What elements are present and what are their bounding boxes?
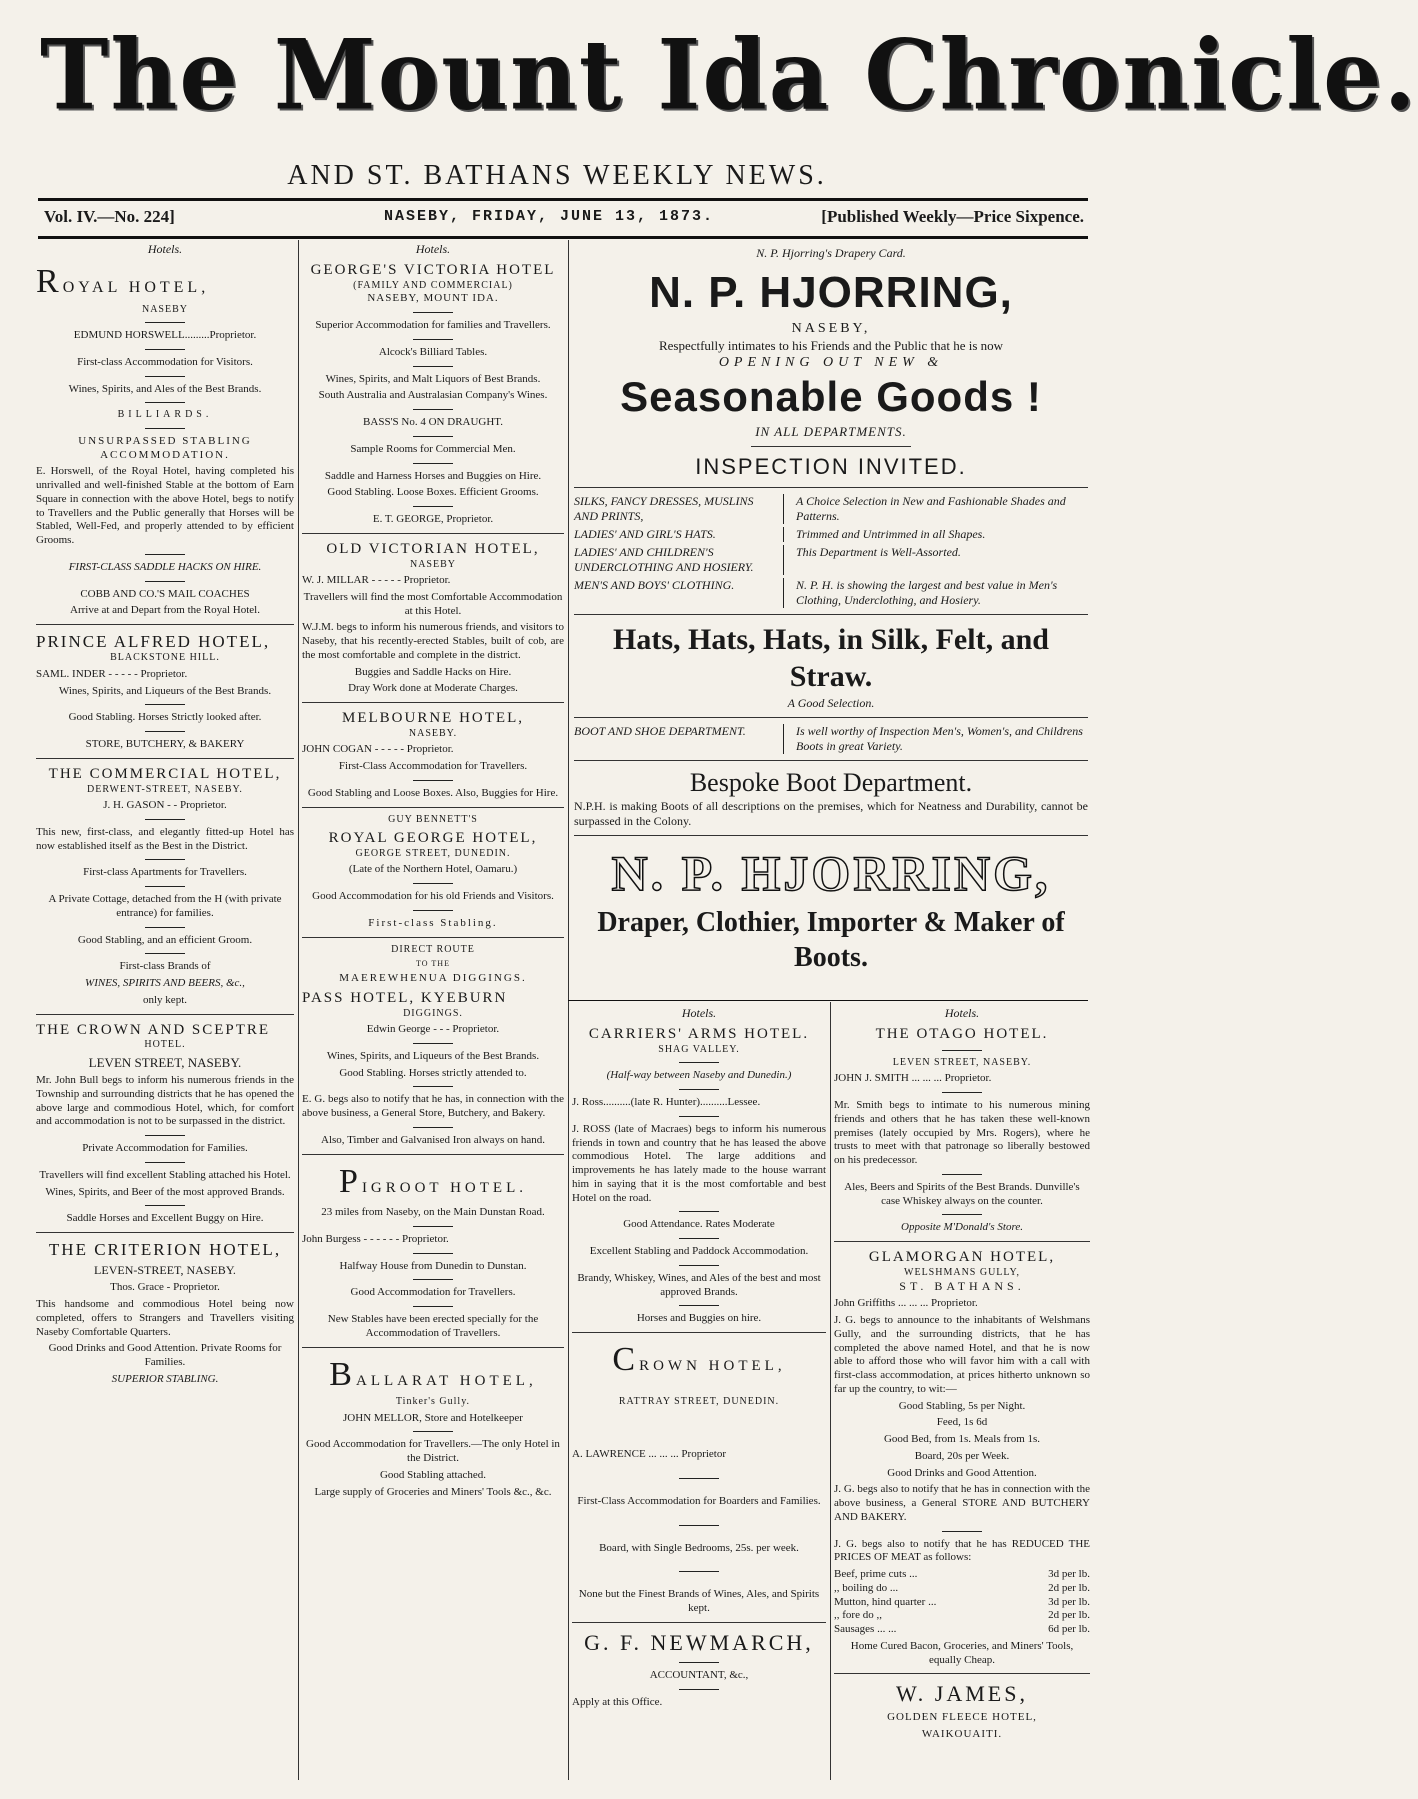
ad-line: Good Stabling attached. xyxy=(379,1468,486,1481)
ad-line: Board, with Single Bedrooms, 25s. per week. xyxy=(599,1541,799,1554)
price-value: 3d per lb. xyxy=(1048,1568,1090,1580)
hotel-name: THE OTAGO HOTEL. xyxy=(875,1026,1049,1042)
ad-line: WAIKOUAITI. xyxy=(921,1727,1003,1740)
ad-line: Superior Accommodation for families and Travellers. xyxy=(315,319,551,331)
ad-line: 23 miles from Naseby, on the Main Dunstan Road. xyxy=(321,1206,545,1218)
proprietor: Thos. Grace - Proprietor. xyxy=(110,1281,220,1294)
section-header: Hotels. xyxy=(147,242,183,256)
ad-line: First-class Stabling. xyxy=(368,916,498,929)
hotel-place: DIGGINGS. xyxy=(403,1007,463,1019)
ad-line: Private Accommodation for Families. xyxy=(82,1142,248,1154)
ad-body: N.P.H. is making Boots of all descriptions on the premises, which for Neatness and Durability, cannot be surpassed in the Colony. xyxy=(574,799,1088,828)
ad-old-victorian-hotel xyxy=(302,540,564,696)
ad-line: Good Attendance. Rates Moderate xyxy=(623,1218,775,1231)
ad-line: Wines, Spirits, and Beer of the most approved Brands. xyxy=(45,1185,285,1198)
ad-line: First-class Accommodation for Visitors. xyxy=(77,355,253,368)
department-desc: A Choice Selection in New and Fashionable Shades and Patterns. xyxy=(796,493,1066,523)
hotel-name: CROWN HOTEL, xyxy=(612,1341,786,1378)
ad-georges-victoria-hotel xyxy=(302,261,564,527)
department-desc: Is well worthy of Inspection Men's, Women's, and Childrens Boots in great Variety. xyxy=(796,723,1083,753)
column-divider xyxy=(298,240,299,1780)
hotel-place: DERWENT-STREET, NASEBY. xyxy=(87,783,243,795)
proprietor: JOHN COGAN - - - - - Proprietor. xyxy=(302,743,454,756)
column-4 xyxy=(834,1006,1090,1786)
ad-line: Good Accommodation for Travellers. xyxy=(350,1286,516,1299)
department-desc: This Department is Well-Assorted. xyxy=(796,544,961,559)
ad-line: DIRECT ROUTE xyxy=(391,943,475,955)
ad-line: OPENING OUT NEW & xyxy=(718,354,944,370)
department-row xyxy=(574,724,1088,754)
ad-line: GOLDEN FLEECE HOTEL, xyxy=(887,1710,1037,1723)
ad-line: First-Class Accommodation for Boarders and Families. xyxy=(577,1494,821,1507)
hotel-place: NASEBY. xyxy=(408,727,458,739)
hotel-name: THE COMMERCIAL HOTEL, xyxy=(48,765,282,782)
hotel-name: GLAMORGAN HOTEL, xyxy=(868,1249,1056,1265)
ad-line: Opposite M'Donald's Store. xyxy=(901,1221,1023,1234)
ad-line: Excellent Stabling and Paddock Accommodation. xyxy=(589,1245,809,1257)
hotel-name: CARRIERS' ARMS HOTEL. xyxy=(588,1026,810,1042)
hotel-name: ROYAL HOTEL, xyxy=(36,263,210,300)
ad-newmarch-accountant xyxy=(572,1629,826,1710)
ad-body: J. ROSS (late of Macraes) begs to inform his numerous friends in town and country that he has leased the above commodious Hotel. The large additions and improvements he has lately made to the house warrant him in saying that it is the most comfortable and best Hotel on the road. xyxy=(572,1122,826,1204)
hotel-name: OLD VICTORIAN HOTEL, xyxy=(326,540,540,557)
seasonable-goods-headline: Seasonable Goods ! xyxy=(620,373,1042,421)
proprietor: J. H. GASON - - Proprietor. xyxy=(103,799,227,811)
ad-line: IN ALL DEPARTMENTS. xyxy=(755,423,907,439)
ad-line: MAEREWHENUA DIGGINGS. xyxy=(339,972,527,984)
price-value: 3d per lb. xyxy=(1048,1595,1090,1608)
hotel-name: THE CROWN AND SCEPTRE xyxy=(36,1021,271,1038)
ad-body: W.J.M. begs to inform his numerous friends, and visitors to Naseby, that his recently-erected Stables, built of cob, are the most comfortable and complete in the district. xyxy=(302,621,564,661)
inspection-headline: INSPECTION INVITED. xyxy=(695,454,967,479)
hotel-place: NASEBY xyxy=(409,558,456,570)
advertiser-name: G. F. NEWMARCH, xyxy=(584,1629,814,1655)
hotel-name: BALLARAT HOTEL, xyxy=(329,1355,537,1393)
ad-line: Large supply of Groceries and Miners' Tools &c., &c. xyxy=(314,1485,552,1498)
ad-line: ACCOUNTANT, &c., xyxy=(649,1669,749,1682)
price-row xyxy=(834,1609,1090,1623)
ad-royal-hotel xyxy=(36,261,294,618)
advertiser-name-outline: N. P. HJORRING, xyxy=(611,845,1051,901)
ad-line: Good Stabling, and an efficient Groom. xyxy=(77,933,253,946)
ad-line: Alcock's Billiard Tables. xyxy=(378,345,488,358)
proprietor: John Burgess - - - - - - Proprietor. xyxy=(302,1232,449,1245)
section-header: Hotels. xyxy=(415,242,451,256)
price-row xyxy=(834,1623,1090,1637)
ad-line: Feed, 1s 6d xyxy=(936,1416,988,1429)
column-divider xyxy=(568,240,569,1780)
department-name: MEN'S AND BOYS' CLOTHING. xyxy=(574,578,784,608)
ad-body: This handsome and commodious Hotel being now completed, offers to Strangers and Travellers visiting Naseby Comfortable Quarters. xyxy=(36,1298,294,1338)
ad-melbourne-hotel xyxy=(302,709,564,801)
draper-tagline: Draper, Clothier, Importer & Maker of Boots. xyxy=(597,906,1065,973)
masthead-title: The Mount Ida Chronicle. xyxy=(40,18,1418,132)
department-name: LADIES' AND GIRL'S HATS. xyxy=(574,527,784,542)
price-item: Sausages ... ... xyxy=(834,1623,897,1635)
masthead-subtitle: AND ST. BATHANS WEEKLY NEWS. xyxy=(287,160,827,191)
bespoke-headline: Bespoke Boot Department. xyxy=(689,767,973,797)
ad-line: COBB AND CO.'S MAIL COACHES xyxy=(80,587,250,600)
ad-body: This new, first-class, and elegantly fitted-up Hotel has now established itself as the Best in the District. xyxy=(36,825,294,852)
ad-carriers-arms-hotel xyxy=(572,1025,826,1326)
ad-line: (Late of the Northern Hotel, Oamaru.) xyxy=(348,863,518,876)
ad-line: Travellers will find the most Comfortable Accommodation at this Hotel. xyxy=(303,590,563,617)
price-item: Beef, prime cuts ... xyxy=(834,1568,918,1580)
department-row xyxy=(574,494,1088,524)
proprietor: E. T. GEORGE, Proprietor. xyxy=(372,513,494,525)
price-item: ,, boiling do ... xyxy=(834,1581,899,1594)
hotel-place: GEORGE STREET, DUNEDIN. xyxy=(355,847,511,859)
ad-line: A Good Selection. xyxy=(787,695,875,710)
price-row xyxy=(834,1582,1090,1596)
ad-line: Also, Timber and Galvanised Iron always on hand. xyxy=(321,1133,545,1146)
proprietor: SAML. INDER - - - - - Proprietor. xyxy=(36,667,188,680)
ad-line: STORE, BUTCHERY, & BAKERY xyxy=(85,738,245,750)
ad-line: Apply at this Office. xyxy=(572,1696,663,1708)
rule xyxy=(38,198,1088,201)
volume-number: Vol. IV.—No. 224] xyxy=(44,207,175,226)
column-2 xyxy=(302,242,564,1782)
department-row xyxy=(574,527,1088,542)
hotel-name: MELBOURNE HOTEL, xyxy=(342,710,524,726)
ad-line: Good Stabling and Loose Boxes. Also, Buggies for Hire. xyxy=(307,786,559,799)
price-row xyxy=(834,1596,1090,1610)
hotel-name: ROYAL GEORGE HOTEL, xyxy=(328,830,538,846)
column-3 xyxy=(572,1006,826,1786)
hotel-place: BLACKSTONE HILL. xyxy=(110,652,220,664)
hotel-sub: HOTEL. xyxy=(144,1039,186,1051)
ad-glamorgan-hotel xyxy=(834,1248,1090,1667)
ad-line: Respectfully intimates to his Friends and the Public that he is now xyxy=(658,337,1004,353)
hats-headline: Hats, Hats, Hats, in Silk, Felt, and Straw. xyxy=(613,622,1049,693)
ad-line: BILLIARDS. xyxy=(117,409,213,421)
ad-pass-hotel xyxy=(302,944,564,1148)
ad-line: Good Drinks and Good Attention. Private Rooms for Families. xyxy=(48,1342,282,1368)
ad-line: Horses and Buggies on hire. xyxy=(636,1312,762,1325)
ad-line: Dray Work done at Moderate Charges. xyxy=(348,682,518,695)
ad-line: BASS'S No. 4 ON DRAUGHT. xyxy=(363,416,503,428)
ad-line: First-class Brands of xyxy=(119,960,211,973)
ad-line: WINES, SPIRITS AND BEERS, &c., xyxy=(85,977,245,989)
ad-line: Home Cured Bacon, Groceries, and Miners' Tools, equally Cheap. xyxy=(850,1639,1074,1666)
ad-line: Good Accommodation for his old Friends and Visitors. xyxy=(312,890,554,902)
price-value: 6d per lb. xyxy=(1048,1623,1090,1635)
ad-line: Good Stabling. Loose Boxes. Efficient Grooms. xyxy=(327,486,539,499)
hotel-sub: (FAMILY AND COMMERCIAL) xyxy=(353,279,513,291)
ad-line: only kept. xyxy=(143,993,187,1006)
ad-crown-sceptre-hotel xyxy=(36,1021,294,1227)
ad-line: UNSURPASSED STABLING ACCOMMODATION. xyxy=(78,434,252,461)
ad-line: Sample Rooms for Commercial Men. xyxy=(350,442,516,455)
price-item: ,, fore do ,, xyxy=(834,1609,882,1622)
ad-criterion-hotel xyxy=(36,1239,294,1387)
ad-line: TO THE xyxy=(416,959,450,968)
column-divider xyxy=(830,1002,831,1780)
hotel-place: SHAG VALLEY. xyxy=(658,1043,740,1055)
proprietor: W. J. MILLAR - - - - - Proprietor. xyxy=(302,574,451,586)
price-row xyxy=(834,1568,1090,1582)
ad-line: Halfway House from Dunedin to Dunstan. xyxy=(339,1259,527,1272)
ad-golden-fleece-hotel xyxy=(834,1680,1090,1741)
ad-line: Board, 20s per Week. xyxy=(914,1449,1010,1462)
proprietor: Edwin George - - - Proprietor. xyxy=(366,1023,500,1035)
advertiser-place: NASEBY, xyxy=(791,321,871,336)
ad-line: New Stables have been erected specially for the Accommodation of Travellers. xyxy=(327,1313,539,1339)
ad-line: Good Bed, from 1s. Meals from 1s. xyxy=(883,1433,1041,1445)
proprietor: A. LAWRENCE ... ... ... Proprietor xyxy=(572,1448,727,1460)
advertiser-name: W. JAMES, xyxy=(896,1681,1028,1707)
section-header: Hotels. xyxy=(681,1006,717,1020)
price-value: 2d per lb. xyxy=(1048,1581,1090,1594)
ad-body: Mr. John Bull begs to inform his numerous friends in the Township and surrounding districts that he has opened the above large and commodious Hotel, which, for comfort and accommodation is not to be surpassed in the district. xyxy=(36,1074,294,1128)
ad-line: First-class Apartments for Travellers. xyxy=(83,866,247,879)
hotel-name: THE CRITERION HOTEL, xyxy=(48,1240,282,1259)
ad-line: FIRST-CLASS SADDLE HACKS ON HIRE. xyxy=(68,560,262,573)
meat-price-list xyxy=(834,1568,1090,1637)
hotel-place: LEVEN STREET, NASEBY. xyxy=(88,1054,242,1070)
department-name: SILKS, FANCY DRESSES, MUSLINS AND PRINTS, xyxy=(574,494,784,524)
ad-line: Arrive at and Depart from the Royal Hotel. xyxy=(70,604,260,617)
ad-line: South Australia and Australasian Company's Wines. xyxy=(318,389,548,402)
ad-ballarat-hotel xyxy=(302,1354,564,1500)
ad-royal-george-hotel xyxy=(302,814,564,931)
hotel-place: ST. BATHANS. xyxy=(899,1279,1025,1294)
hotel-place: LEVEN STREET, NASEBY. xyxy=(892,1056,1032,1068)
dateline xyxy=(44,206,1084,234)
ad-line: Buggies and Saddle Hacks on Hire. xyxy=(354,665,512,678)
ad-pigroot-hotel xyxy=(302,1161,564,1341)
ad-line: Saddle and Harness Horses and Buggies on Hire. xyxy=(324,469,542,482)
ad-line: Good Stabling. Horses Strictly looked after. xyxy=(68,711,262,724)
ad-line: Good Drinks and Good Attention. xyxy=(887,1466,1037,1479)
ad-line: Wines, Spirits, and Liqueurs of the Best Brands. xyxy=(326,1049,540,1062)
proprietor: John Griffiths ... ... ... Proprietor. xyxy=(834,1297,978,1310)
ad-line: SUPERIOR STABLING. xyxy=(111,1372,219,1385)
ad-line: Saddle Horses and Excellent Buggy on Hire. xyxy=(66,1212,264,1225)
place-date: NASEBY, FRIDAY, JUNE 13, 1873. xyxy=(384,208,715,225)
ad-line: Good Stabling. Horses strictly attended to. xyxy=(339,1066,527,1079)
ad-line: Good Stabling, 5s per Night. xyxy=(898,1399,1026,1412)
hotel-name: GEORGE'S VICTORIA HOTEL xyxy=(310,262,556,278)
department-row xyxy=(574,578,1088,608)
ad-line: Good Accommodation for Travellers.—The only Hotel in the District. xyxy=(306,1438,560,1464)
ad-line: A Private Cottage, detached from the H (with private entrance) for families. xyxy=(48,893,282,919)
ad-line: First-Class Accommodation for Travellers. xyxy=(338,760,528,772)
proprietor: JOHN J. SMITH ... ... ... Proprietor. xyxy=(834,1072,992,1085)
ad-line: Ales, Beers and Spirits of the Best Brands. Dunville's case Whiskey always on the counter. xyxy=(844,1180,1080,1207)
advertiser-name: N. P. HJORRING, xyxy=(649,268,1013,317)
ad-body: E. G. begs also to notify that he has, in connection with the above business, a General Store, Butchery, and Bakery. xyxy=(302,1093,564,1119)
ad-line: Wines, Spirits, and Liqueurs of the Best Brands. xyxy=(58,684,272,697)
ad-body: J. G. begs also to notify that he has in connection with the above business, a General STORE AND BUTCHERY AND BAKERY. xyxy=(834,1483,1090,1523)
hotel-place: LEVEN-STREET, NASEBY. xyxy=(94,1263,236,1278)
ad-body: J. G. begs to announce to the inhabitants of Welshmans Gully, and the surrounding districts, that he has completed the above named Hotel, and that he is now able to afford those who will favor him with a call with first-class accommodation, at prices hitherto unknown so far up the country, to wit:— xyxy=(834,1314,1090,1395)
hotel-place: NASEBY xyxy=(141,303,188,315)
department-desc: Trimmed and Untrimmed in all Shapes. xyxy=(796,526,986,541)
hotel-name: PIGROOT HOTEL. xyxy=(339,1162,527,1200)
hotel-place: WELSHMANS GULLY, xyxy=(904,1266,1020,1278)
hotel-place: Tinker's Gully. xyxy=(395,1396,471,1407)
column-1 xyxy=(36,242,294,1782)
price-item: Mutton, hind quarter ... xyxy=(834,1595,937,1608)
ad-line: (Half-way between Naseby and Dunedin.) xyxy=(606,1069,792,1082)
ad-line: Wines, Spirits, and Malt Liquors of Best Brands. xyxy=(325,372,541,385)
department-row xyxy=(574,545,1088,575)
hotel-place: RATTRAY STREET, DUNEDIN. xyxy=(618,1395,780,1407)
hotel-place: NASEBY, MOUNT IDA. xyxy=(367,292,499,305)
department-desc: N. P. H. is showing the largest and best value in Men's Clothing, Underclothing, and Hosiery. xyxy=(796,577,1058,607)
ad-body: Mr. Smith begs to intimate to his numerous mining friends and others that he has taken these well-known premises (lately occupied by Mrs. Rogers), where he trusts to meet with that patronage so liberally bestowed on his predecessor. xyxy=(834,1099,1090,1166)
hotel-name: PRINCE ALFRED HOTEL, xyxy=(36,632,271,651)
department-name: LADIES' AND CHILDREN'S UNDERCLOTHING AND HOSIERY. xyxy=(574,545,784,575)
rule xyxy=(568,1000,1088,1001)
ad-line: GUY BENNETT'S xyxy=(388,813,478,825)
ad-line: None but the Finest Brands of Wines, Ales, and Spirits kept. xyxy=(578,1588,820,1614)
ad-line: JOHN MELLOR, Store and Hotelkeeper xyxy=(343,1411,523,1424)
ad-otago-hotel xyxy=(834,1025,1090,1235)
proprietor: J. Ross..........(late R. Hunter)..........Lessee. xyxy=(572,1096,761,1108)
ad-prince-alfred-hotel xyxy=(36,631,294,752)
ad-hjorring-drapery xyxy=(574,246,1088,975)
ad-crown-hotel-dunedin xyxy=(572,1339,826,1616)
ad-line: Brandy, Whiskey, Wines, and Ales of the best and most approved Brands. xyxy=(577,1271,821,1298)
section-header: Hotels. xyxy=(944,1006,980,1020)
ad-commercial-hotel xyxy=(36,765,294,1008)
proprietor: EDMUND HORSWELL.........Proprietor. xyxy=(73,329,257,341)
department-name: BOOT AND SHOE DEPARTMENT. xyxy=(574,724,784,754)
publication-info: [Published Weekly—Price Sixpence. xyxy=(821,207,1084,226)
ad-body: E. Horswell, of the Royal Hotel, having completed his unrivalled and well-finished Stable at the bottom of Earn Square in connection with the above Hotel, begs to notify to Travellers and the Public generally that Horses will be Stabled, Well-Fed, and properly attended to by efficient Grooms. xyxy=(36,465,294,546)
rule xyxy=(38,236,1088,239)
section-header: N. P. Hjorring's Drapery Card. xyxy=(756,246,906,260)
ad-body: J. G. begs also to notify that he has REDUCED THE PRICES OF MEAT as follows: xyxy=(834,1537,1090,1564)
ad-line: Travellers will find excellent Stabling attached his Hotel. xyxy=(39,1168,291,1181)
price-value: 2d per lb. xyxy=(1048,1609,1090,1622)
hotel-name: PASS HOTEL, KYEBURN xyxy=(302,989,508,1006)
ad-line: Wines, Spirits, and Ales of the Best Brands. xyxy=(68,382,262,395)
